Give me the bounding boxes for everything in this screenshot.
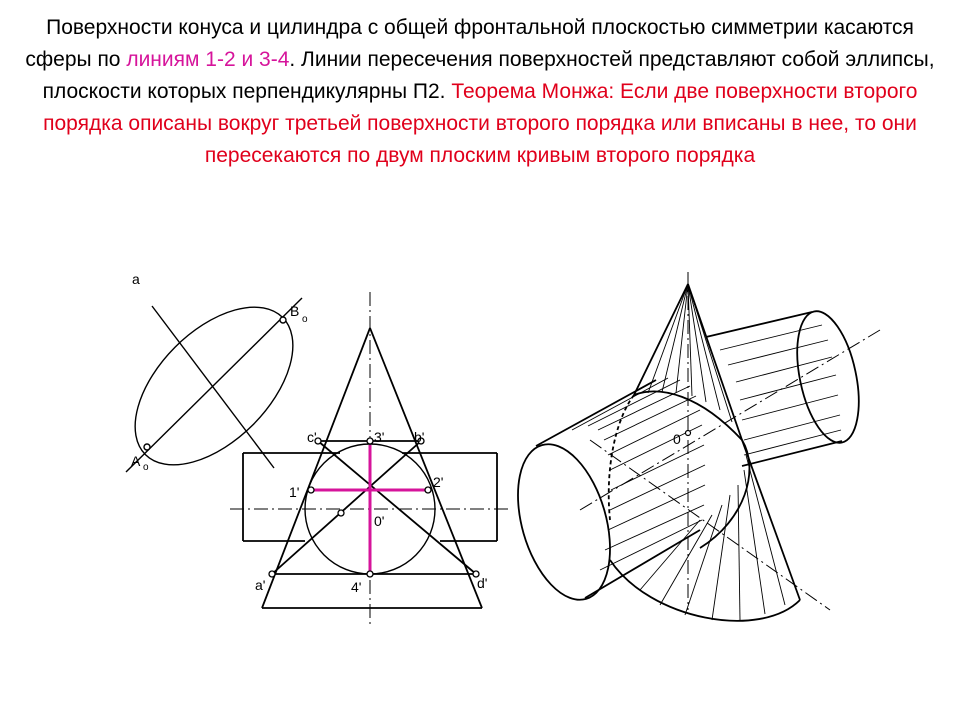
cone-lower-right-side [742,440,800,600]
left-major-axis [126,298,302,472]
cone-hatching [648,284,732,422]
cone-right-side [688,284,742,440]
left-label-B: B [290,303,300,319]
left-minor-axis [152,306,274,468]
label-alpha: a' [255,577,266,593]
intersection-line-b-a [272,441,421,574]
intersection-line-c-d [318,441,476,574]
right-label-0: 0 [673,431,681,447]
intersection-curve [634,391,749,548]
tangent-lines [311,445,428,576]
label-1: 1' [289,484,300,500]
point-1 [308,487,314,493]
left-label-A-sub: o [143,462,149,473]
label-0: 0' [374,513,385,529]
right-axonometric-view [502,284,870,621]
description-part2: . Линии пересечения поверхностей представляют собой эллипсы, плоскости которых перпендикулярны П2. [42,48,935,103]
point-alpha [269,571,275,577]
cone-left-side [634,284,688,395]
left-label-a: a [132,271,140,287]
cylinder-back-bottom [742,441,842,466]
label-3: 3' [374,429,385,445]
left-point-B [280,317,286,323]
left-label-A: A [131,453,141,469]
right-diagonal-axis [590,440,830,610]
description-part1: Поверхности конуса и цилиндра с общей фронтальной плоскостью симметрии касаются сферы по [25,16,914,71]
label-4: 4' [351,579,362,595]
cone-lower-hatching [640,455,785,620]
label-b: b' [414,429,425,445]
cone-left-generator [262,328,370,608]
left-label-B-sub: o [302,314,308,325]
point-3 [367,438,373,444]
right-center-point [686,431,691,436]
cylinder-back-top [706,312,812,337]
monge-theorem-text: Теорема Монжа: Если две поверхности второго порядка описаны вокруг третьей поверхности второго порядка или вписаны в нее, то они пересекаются по двум плоским кривым второго порядка [43,80,918,167]
left-point-A [144,444,150,450]
description-highlight: линиям 1-2 и 3-4 [126,48,290,71]
label-d: d' [477,575,488,591]
label-c: c' [307,429,317,445]
right-cylinder-axis [580,330,880,510]
cylinder-front-top [536,380,656,446]
point-inner [338,510,344,516]
point-2 [425,487,431,493]
point-4 [367,571,373,577]
label-2: 2' [433,474,444,490]
